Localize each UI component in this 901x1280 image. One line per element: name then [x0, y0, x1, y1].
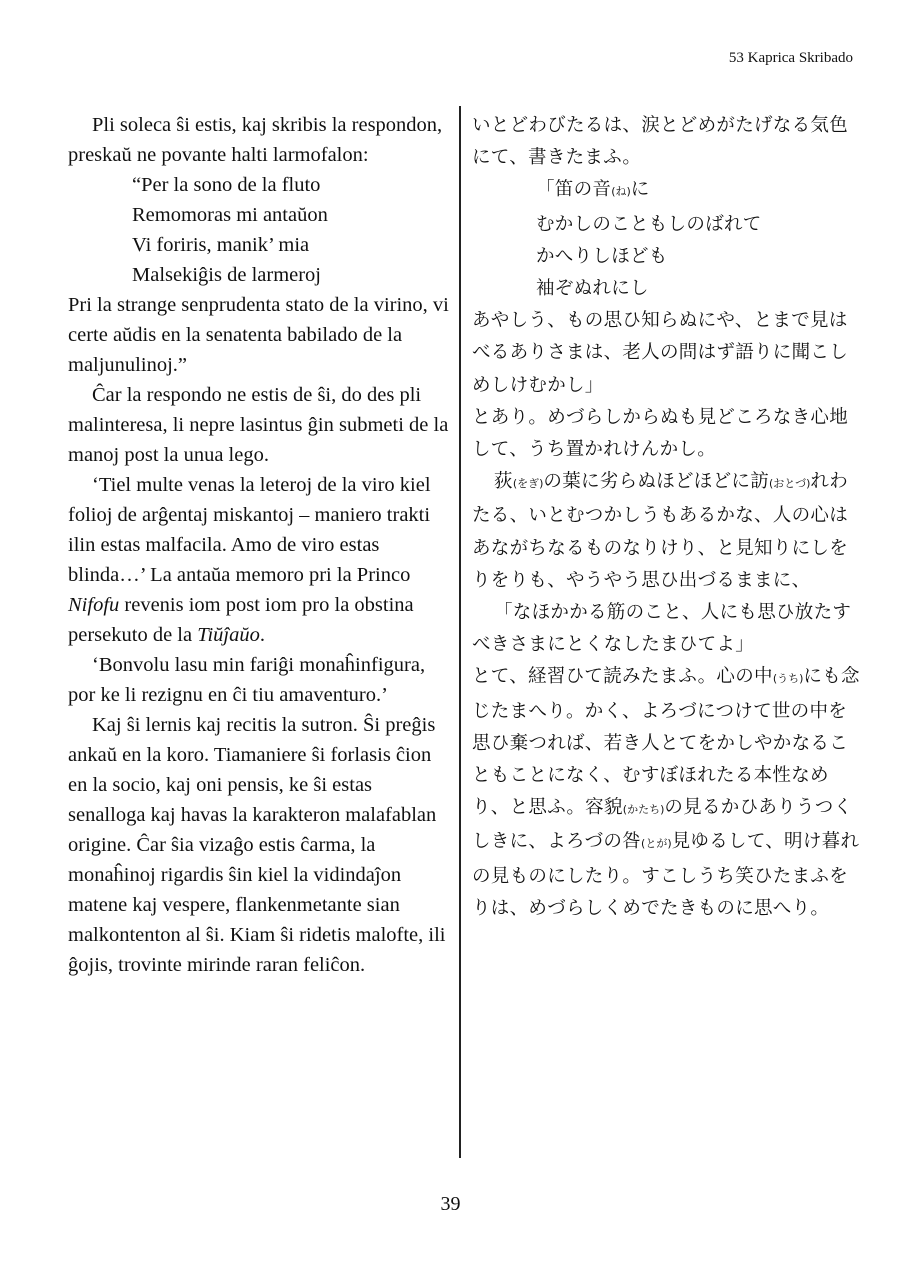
running-header: 53 Kaprica Skribado [728, 50, 853, 66]
text-run: とて、経習ひて読みたまふ。心の中 [472, 666, 773, 688]
ruby-reading: (とが) [641, 837, 672, 851]
verse-line: Vi foriris, manik’ mia [132, 234, 310, 256]
column-divider [459, 106, 461, 1158]
esperanto-column [68, 110, 450, 980]
text-run: 「笛の音 [536, 179, 612, 201]
text-run: に [630, 179, 650, 201]
paragraph: とあり。めづらしからぬも見どころなき心地して、うち置かれけんかし。 [472, 406, 849, 461]
ruby-reading: (をぎ) [512, 477, 544, 491]
text-run: の見るかひありうつくしきに、よろづの咎 [472, 797, 853, 853]
paragraph [68, 470, 450, 650]
text-run: 荻 [494, 471, 513, 493]
text-run: . [259, 624, 266, 646]
paragraph: Pri la strange senprudenta stato de la virino, vi certe aŭdis en la senatenta babilado de la maljunulinoj.” [68, 294, 449, 376]
ruby-reading: (ね) [611, 185, 631, 199]
japanese-column [472, 110, 862, 925]
ruby-reading: (おとづ) [769, 477, 811, 491]
paragraph: 「なほかかる筋のこと、人にも思ひ放たすべきさまにとくなしたまひてよ」 [472, 602, 852, 656]
paragraph: ‘Bonvolu lasu min fariĝi monaĥinfigura, por ke li rezignu en ĉi tiu amaventuro.’ [68, 654, 426, 706]
text-run: の葉に劣らぬほどほどに訪 [543, 471, 770, 493]
verse-line: Malsekiĝis de larmeroj [132, 264, 322, 286]
paragraph [472, 661, 862, 925]
paragraph: Pli soleca ŝi estis, kaj skribis la respondon, preskaŭ ne povante halti larmofalon: [68, 114, 443, 166]
text-run: 見ゆるして、明け暮れの見ものにしたり。すこしうち笑ひたまふをりは、めづらしくめでたきものに思へり。 [472, 831, 860, 919]
text-run: ‘Tiel multe venas la leteroj de la viro kiel folioj de arĝentaj miskantoj – maniero trakti ilin estas malfacila. Amo de viro estas blinda…’ La antaŭa memoro pri la Princo [68, 474, 431, 586]
verse-line: むかしのこともしのばれて [536, 213, 762, 235]
text-run: れわたる、いとむつかしうもあるかな、人の心はあながちなるものなりけり、と見知りにしをりをりも、やうやう思ひ出づるままに、 [472, 471, 849, 591]
verse-line: Remomoras mi antaŭon [132, 204, 328, 226]
paragraph [472, 466, 862, 597]
verse-line: かへりしほども [536, 245, 668, 267]
text-run: revenis iom post iom pro la obstina persekuto de la [68, 594, 414, 646]
verse-line: 袖ぞぬれにし [536, 278, 649, 300]
paragraph: Ĉar la respondo ne estis de ŝi, do des pli malinteresa, li nepre lasintus ĝin submeti de la manoj post la unua lego. [68, 384, 449, 466]
text-run: にも念じたまへり。かく、よろづにつけて世の中を思ひ棄つれば、若き人とてをかしやかなることもことになく、むすぼほれたる本性なめり、と思ふ。容貌 [472, 666, 860, 819]
paragraph: あやしう、もの思ひ知らぬにや、とまで見はべるありさまは、老人の問はず語りに聞こしめしけむかし」 [472, 310, 849, 396]
paragraph: いとどわびたるは、涙とどめがたげなる気色にて、書きたまふ。 [472, 115, 849, 169]
paragraph: Kaj ŝi lernis kaj recitis la sutron. Ŝi preĝis ankaŭ en la koro. Tiamaniere ŝi forlasis ĉion en la socio, kaj oni pensis, ke ŝi estas senalloga kaj havas la karakteron malafablan origine. Ĉar ŝia vizaĝo estis ĉarma, la monaĥinoj rigardis ŝin kiel la vidindaĵon matene kaj vespere, flankenmetante sian malkontenton al ŝi. Kiam ŝi ridetis malofte, ili ĝojis, trovinte mirinde raran feliĉon. [68, 714, 446, 976]
page-number: 39 [440, 1193, 461, 1215]
verse-line: “Per la sono de la fluto [132, 174, 321, 196]
verse-line [472, 174, 862, 208]
prince-name: Nifofu [68, 594, 120, 616]
ruby-reading: (うち) [772, 672, 804, 686]
ruby-reading: (かたち) [622, 803, 665, 817]
title-name: Tiŭĵaŭo [197, 624, 260, 646]
